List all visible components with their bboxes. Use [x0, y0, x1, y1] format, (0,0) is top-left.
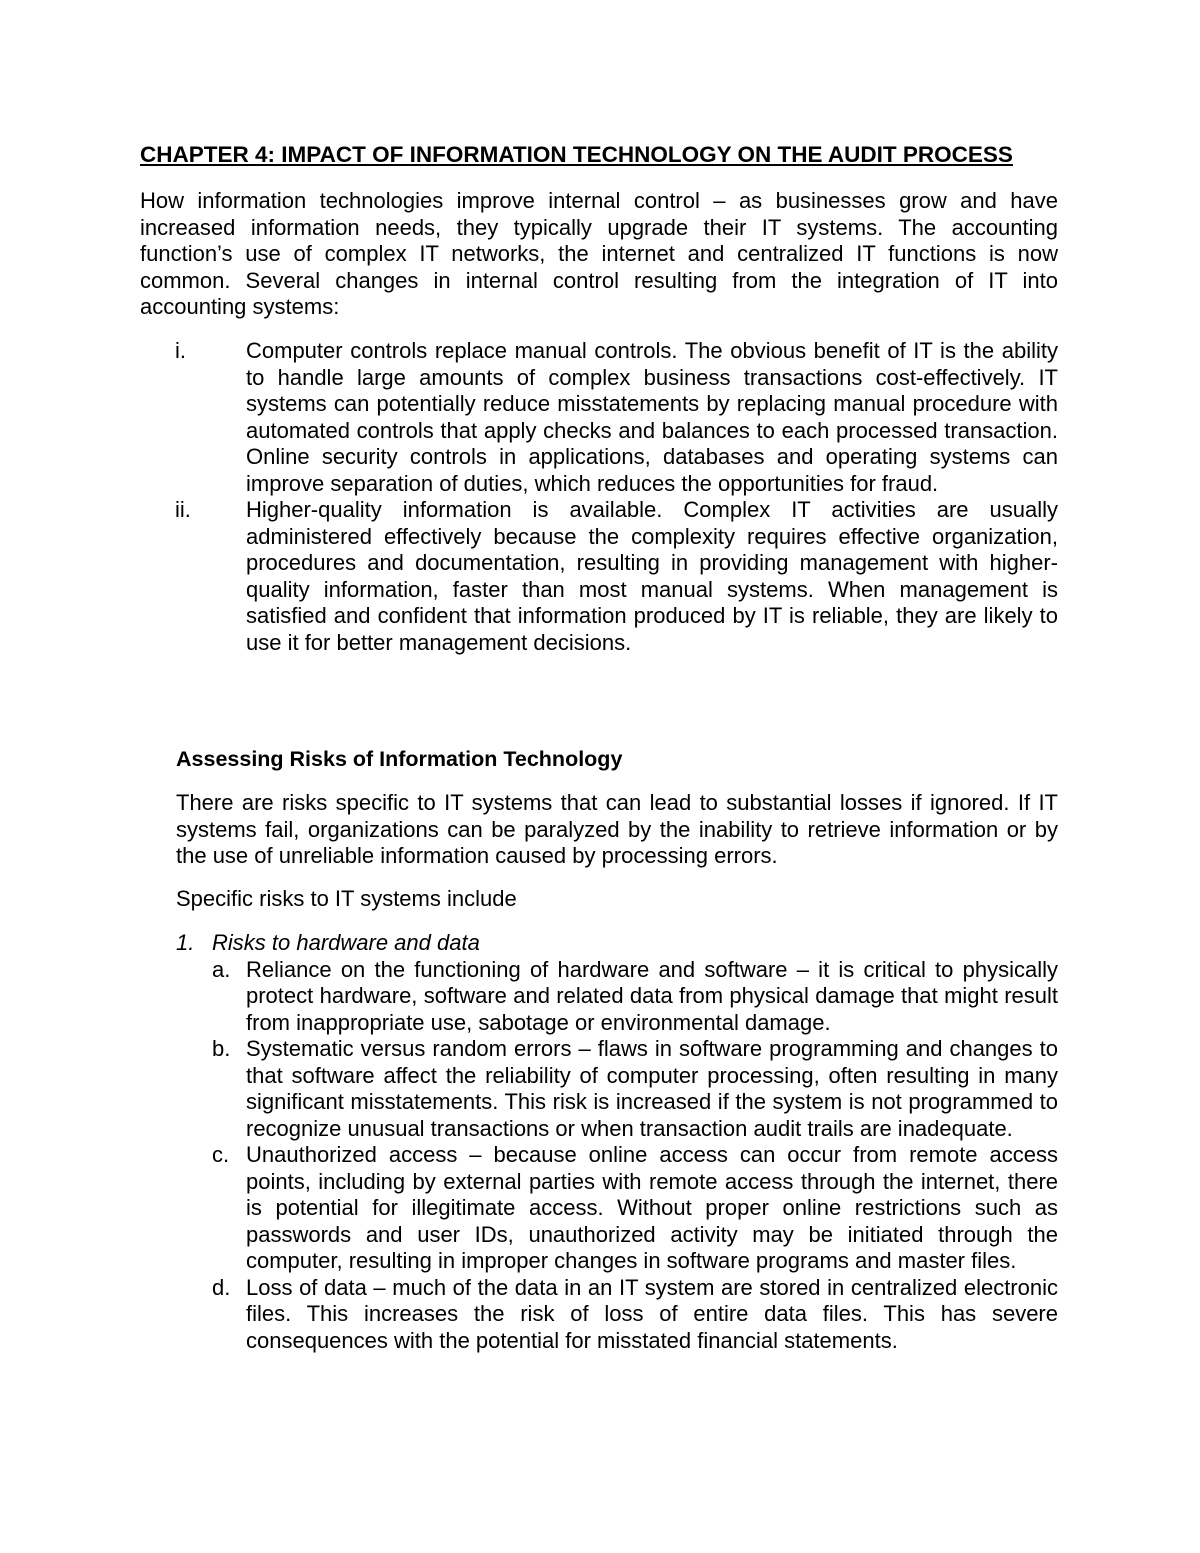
alpha-list-item [176, 1142, 1058, 1275]
list-marker: d. [212, 1274, 231, 1300]
section-paragraph: There are risks specific to IT systems that can lead to substantial losses if ignored. If IT systems fail, organizations can be paralyzed by the inability to retrieve information or by the use of unreliable information caused by processing errors. [176, 790, 1058, 868]
list-item-text: Reliance on the functioning of hardware and software – it is critical to physically protect hardware, software and related data from physical damage that might result from inappropriate use, sabotage or environmental damage. [246, 956, 1058, 1035]
risk-group-number: 1. [176, 930, 195, 955]
list-marker: ii. [175, 497, 191, 522]
intro-paragraph: How information technologies improve internal control – as businesses grow and have increased information needs, they typically upgrade their IT systems. The accounting function’s use of complex IT networks, the internet and centralized IT functions is now common. Several changes in internal control resulting from the integration of IT into accounting systems: [140, 188, 1058, 319]
list-marker: a. [212, 956, 231, 982]
alpha-list-item [176, 1275, 1058, 1355]
list-item-text: Higher-quality information is available. Complex IT activities are usually administered effectively because the complexity requires effective organization, procedures and documentation, resulting in providing management with higher-quality information, faster than most manual systems. When management is satisfied and confident that information produced by IT is reliable, they are likely to use it for better management decisions. [246, 497, 1058, 655]
roman-list-item [140, 338, 1058, 497]
chapter-title: CHAPTER 4: IMPACT OF INFORMATION TECHNOLOGY ON THE AUDIT PROCESS [140, 142, 1013, 167]
list-item-text: Computer controls replace manual controls. The obvious benefit of IT is the ability to handle large amounts of complex business transactions cost-effectively. IT systems can potentially reduce misstatements by replacing manual procedure with automated controls that apply checks and balances to each processed transaction. Online security controls in applications, databases and operating systems can improve separation of duties, which reduces the opportunities for fraud. [246, 338, 1058, 496]
list-marker: i. [175, 338, 186, 363]
roman-list-item [140, 497, 1058, 656]
list-item-text: Systematic versus random errors – flaws in software programming and changes to that software affect the reliability of computer processing, often resulting in many significant misstatements. This risk is increased if the system is not programmed to recognize unusual transactions or when transaction audit trails are inadequate. [246, 1036, 1058, 1141]
alpha-list-item [176, 1036, 1058, 1142]
alpha-list-item [176, 957, 1058, 1037]
roman-list [140, 338, 1058, 656]
specific-risks-intro: Specific risks to IT systems include [176, 886, 517, 911]
list-item-text: Loss of data – much of the data in an IT system are stored in centralized electronic files. This increases the risk of loss of entire data files. This has severe consequences with the potential for misstated financial statements. [246, 1274, 1058, 1353]
risk-group-title: Risks to hardware and data [212, 930, 480, 955]
list-marker: b. [212, 1036, 231, 1061]
section-heading: Assessing Risks of Information Technology [176, 747, 623, 771]
list-item-text: Unauthorized access – because online access can occur from remote access points, including by external parties with remote access through the internet, there is potential for illegitimate access. Without proper online restrictions such as passwords and user IDs, unauthorized activity may be initiated through the computer, resulting in improper changes in software programs and master files. [246, 1142, 1058, 1273]
list-marker: c. [212, 1142, 230, 1167]
risk-group-heading [176, 930, 1058, 957]
risk-group [176, 930, 1058, 1354]
